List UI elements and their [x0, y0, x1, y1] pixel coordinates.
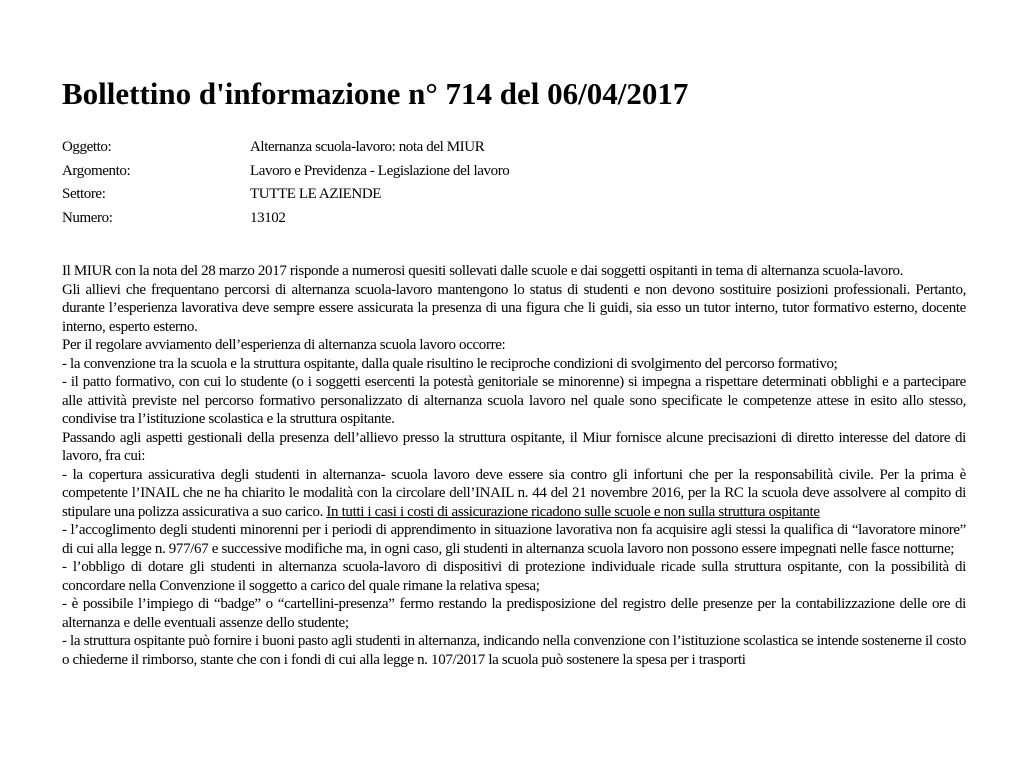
meta-value: TUTTE LE AZIENDE: [250, 186, 382, 202]
body-paragraph: Il MIUR con la nota del 28 marzo 2017 risponde a numerosi quesiti sollevati dalle scuole e dai soggetti ospitanti in tema di alternanza scuola-lavoro.: [62, 263, 904, 279]
meta-row-argomento: [62, 161, 966, 185]
insurance-text: - la copertura assicurativa degli studenti in alternanza- scuola lavoro deve essere sia contro gli infortuni che per la responsabilità civile. Per la prima è competente l’INAIL che ne ha chiarito le modalità con la circolare dell’INAIL n. 44 del 21 novembre 2016, per la RC la scuola deve assolvere al compito di stipulare una polizza assicurativa a suo carico.: [62, 466, 966, 520]
body-paragraph: - la struttura ospitante può fornire i buoni pasto agli studenti in alternanza, indicando nella convenzione con l’istituzione scolastica se intende sostenerne il costo o chiederne il rimborso, stante che con i fondi di cui alla legge n. 107/2017 la scuola può sostenere la spesa per i trasporti: [62, 633, 966, 668]
meta-row-oggetto: [62, 137, 966, 161]
body-paragraph: - l’accoglimento degli studenti minorenni per i periodi di apprendimento in situazione lavorativa non fa acquisire agli stessi la qualifica di “lavoratore minore” di cui alla legge n. 977/67 e successive modifiche ma, in ogni caso, gli studenti in alternanza scuola lavoro non possono essere impegnati nelle fasce notturne;: [62, 522, 966, 557]
meta-value: 13102: [250, 209, 286, 226]
meta-label: Argomento:: [62, 162, 131, 179]
body-paragraph: Gli allievi che frequentano percorsi di alternanza scuola-lavoro mantengono lo status di studenti e non devono sostituire posizioni professionali. Pertanto, durante l’esperienza lavorativa deve sempre essere assicurata la presenza di una figura che li guidi, sia esso un tutor interno, tutor formativo esterno, docente interno, esperto esterno.: [62, 281, 966, 335]
document-body: [62, 262, 966, 669]
meta-label: Numero:: [62, 209, 113, 226]
body-paragraph: - la convenzione tra la scuola e la struttura ospitante, dalla quale risultino le reciproche condizioni di svolgimento del percorso formativo;: [62, 355, 838, 372]
meta-row-numero: [62, 208, 966, 232]
underlined-statement: In tutti i casi i costi di assicurazione ricadono sulle scuole e non sulla struttura ospitante: [326, 503, 820, 520]
body-paragraph: - l’obbligo di dotare gli studenti in alternanza scuola-lavoro di dispositivi di protezione individuale ricade sulla struttura ospitante, con la possibilità di concordare nella Convenzione il soggetto a carico del quale rimane la relativa spesa;: [62, 559, 966, 594]
page-title: Bollettino d'informazione n° 714 del 06/04/2017: [62, 76, 689, 111]
body-paragraph: Per il regolare avviamento dell’esperienza di alternanza scuola lavoro occorre:: [62, 337, 506, 353]
meta-value: Lavoro e Previdenza - Legislazione del lavoro: [250, 162, 510, 179]
meta-value: Alternanza scuola-lavoro: nota del MIUR: [250, 139, 485, 155]
meta-label: Oggetto:: [62, 139, 112, 155]
meta-row-settore: [62, 184, 966, 208]
body-paragraph: Passando agli aspetti gestionali della presenza dell’allievo presso la struttura ospitante, il Miur fornisce alcune precisazioni di diretto interesse del datore di lavoro, fra cui:: [62, 429, 966, 464]
insurance-paragraph: [62, 466, 966, 522]
meta-label: Settore:: [62, 186, 106, 202]
body-paragraph: - il patto formativo, con cui lo studente (o i soggetti esercenti la potestà genitoriale se minorenne) si impegna a rispettare determinati obblighi e a partecipare alle attività previste nel percorso formativo personalizzato di alternanza scuola lavoro nel quale sono specificate le competenze attese in esito allo stesso, condivise tra l’istituzione scolastica e la struttura ospitante.: [62, 374, 966, 427]
body-paragraph: - è possibile l’impiego di “badge” o “cartellini-presenza” fermo restando la predisposizione del registro delle presenze per la contabilizzazione delle ore di alternanza e delle eventuali assenze dello studente;: [62, 596, 966, 631]
metadata-table: [62, 137, 966, 231]
